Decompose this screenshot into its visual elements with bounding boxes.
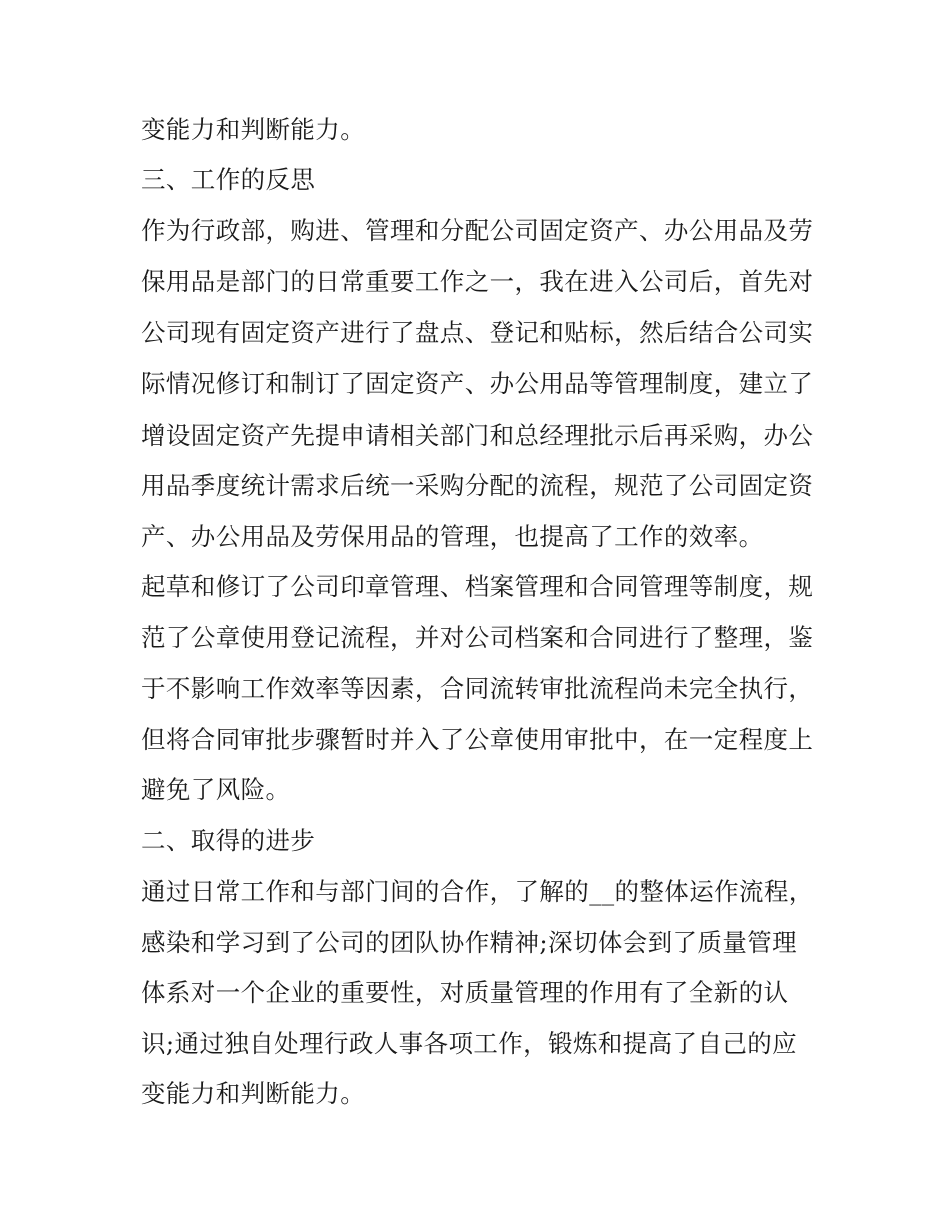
text-line: 但将合同审批步骤暂时并入了公章使用审批中，在一定程度上 [141, 725, 814, 754]
text-line: 公司现有固定资产进行了盘点、登记和贴标，然后结合公司实 [141, 318, 814, 347]
text-line: 避免了风险。 [141, 775, 291, 804]
text-line: 增设固定资产先提申请相关部门和总经理批示后再采购，办公 [141, 421, 814, 450]
text-line: 变能力和判断能力。 [141, 1079, 366, 1108]
text-line: 保用品是部门的日常重要工作之一，我在进入公司后，首先对 [141, 267, 814, 296]
text-line: 感染和学习到了公司的团队协作精神;深切体会到了质量管理 [141, 928, 798, 957]
text-line: 用品季度统计需求后统一采购分配的流程，规范了公司固定资 [141, 471, 814, 500]
section-heading: 二、取得的进步 [141, 826, 316, 855]
text-line: 于不影响工作效率等因素，合同流转审批流程尚未完全执行， [141, 674, 814, 703]
text-line: 通过日常工作和与部门间的合作，了解的__的整体运作流程， [141, 877, 814, 906]
text-line: 产、办公用品及劳保用品的管理，也提高了工作的效率。 [141, 522, 764, 551]
text-line: 变能力和判断能力。 [141, 115, 366, 144]
text-line: 体系对一个企业的重要性，对质量管理的作用有了全新的认 [141, 978, 789, 1007]
text-line: 作为行政部，购进、管理和分配公司固定资产、办公用品及劳 [141, 216, 814, 245]
text-line: 际情况修订和制订了固定资产、办公用品等管理制度，建立了 [141, 369, 814, 398]
text-line: 范了公章使用登记流程，并对公司档案和合同进行了整理，鉴 [141, 623, 814, 652]
section-heading: 三、工作的反思 [141, 165, 316, 194]
text-line: 识;通过独自处理行政人事各项工作，锻炼和提高了自己的应 [141, 1029, 798, 1058]
text-line: 起草和修订了公司印章管理、档案管理和合同管理等制度，规 [141, 572, 814, 601]
